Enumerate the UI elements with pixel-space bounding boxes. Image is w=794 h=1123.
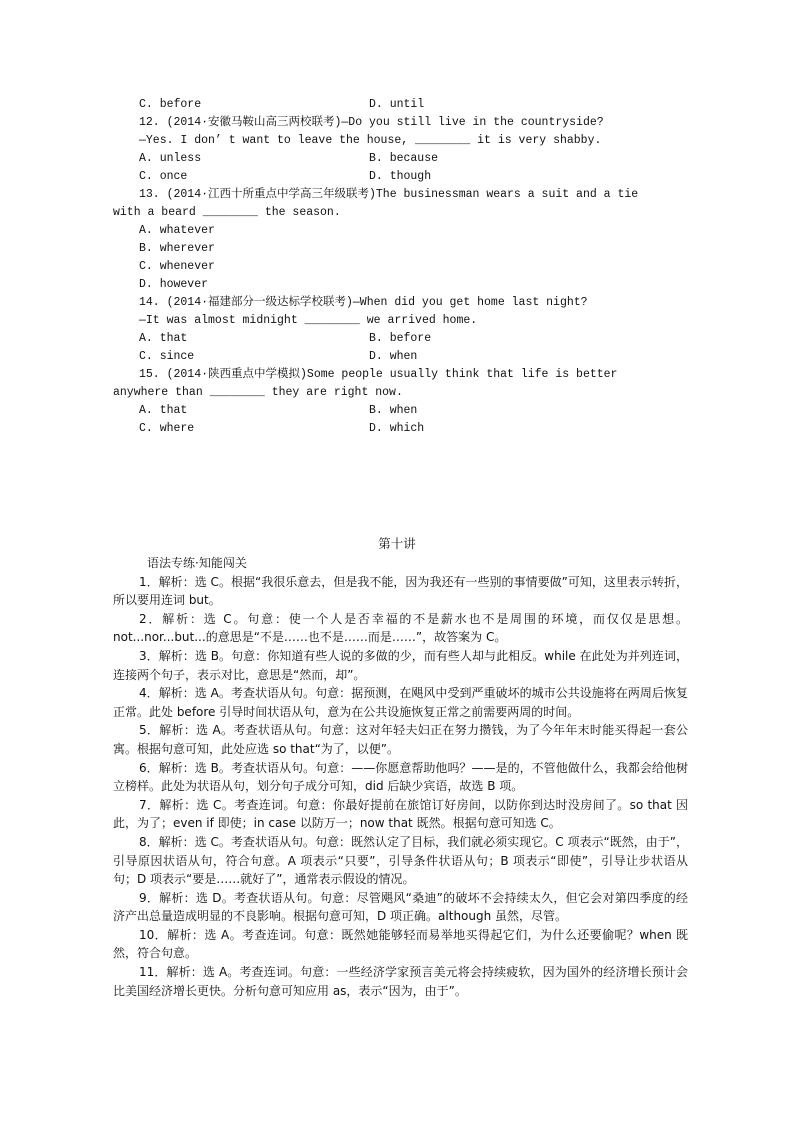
answer-item: 5．解析：选 A。考查状语从句。句意：这对年轻夫妇正在努力攒钱，为了今年年末时能买得起一套公寓。根据句意可知，此处应选 so that“为了，以便”。	[113, 723, 688, 756]
option-c: C. before	[139, 98, 202, 111]
answer-item: 10．解析：选 A。考查连词。句意：既然她能够轻而易举地买得起它们，为什么还要偷呢？when 既然，符合句意。	[113, 927, 688, 961]
section-heading: 语法专练·知能闯关	[147, 556, 247, 570]
answer-section	[113, 554, 688, 1000]
option-d: D. though	[369, 170, 432, 183]
answer-item: 2．解析：选 C。句意：使一个人是否幸福的不是薪水也不是周围的环境，而仅仅是思想。not...nor...but...的意思是“不是……也不是……而是……”，故答案为 C。	[113, 611, 688, 645]
options-row	[113, 150, 688, 168]
options-row	[113, 348, 688, 366]
question-12-stem: 12. (2014·安徽马鞍山高三两校联考)—Do you still live in the countryside?	[139, 116, 604, 129]
answer-item: 8．解析：选 C。考查状语从句。句意：既然认定了目标，我们就必须实现它。C 项表示“既然，由于”，引导原因状语从句，符合句意。A 项表示“只要”，引导条件状语从句；B 项表示“即使”，引导让步状语从句；D 项表示“要是……就好了”，通常表示假设的情况。	[113, 834, 688, 887]
lecture-title: 第十讲	[378, 536, 416, 551]
answer-item: 7．解析：选 C。考查连词。句意：你最好提前在旅馆订好房间，以防你到达时没房间了。so that 因此，为了；even if 即使；in case 以防万一；now that 既然。根据句意可知选 C。	[113, 797, 688, 831]
option-d: D. until	[369, 98, 425, 111]
question-block	[113, 96, 688, 438]
options-row	[113, 330, 688, 348]
question-15-stem: 15. (2014·陕西重点中学模拟)Some people usually think that life is better	[139, 368, 618, 381]
question-14-stem: 14. (2014·福建部分一级达标学校联考)—When did you get home last night?	[139, 296, 588, 309]
options-row	[113, 168, 688, 186]
option-b: B. before	[369, 332, 432, 345]
options-row	[113, 402, 688, 420]
question-15-line2: anywhere than ________ they are right now.	[113, 386, 403, 399]
options-row	[113, 96, 688, 114]
answer-item: 11．解析：选 A。考查连词。句意：一些经济学家预言美元将会持续疲软，因为国外的经济增长预计会比美国经济增长更快。分析句意可知应用 as，表示“因为，由于”。	[113, 965, 688, 998]
option-b: B. when	[369, 404, 418, 417]
option-a: A. unless	[139, 152, 202, 165]
answer-item: 3．解析：选 B。句意：你知道有些人说的多做的少，而有些人却与此相反。while 在此处为并列连词，连接两个句子，表示对比，意思是“然而，却”。	[113, 648, 688, 682]
answer-item: 9．解析：选 D。考查状语从句。句意：尽管飓风“桑迪”的破坏不会持续太久，但它会对第四季度的经济产出总量造成明显的不良影响。根据句意可知，D 项正确。although 虽然，尽管。	[113, 890, 688, 924]
option-a: A. that	[139, 332, 188, 345]
answer-item: 1．解析：选 C。根据“我很乐意去，但是我不能，因为我还有一些别的事情要做”可知，这里表示转折，所以要用连词 but。	[113, 574, 688, 608]
options-row	[113, 420, 688, 438]
option-d: D. however	[139, 278, 209, 291]
option-b: B. because	[369, 152, 439, 165]
option-c: C. whenever	[139, 260, 215, 273]
question-13-stem: 13. (2014·江西十所重点中学高三年级联考)The businessman wears a suit and a tie	[139, 188, 639, 201]
option-c: C. once	[139, 170, 188, 183]
option-c: C. where	[139, 422, 195, 435]
answer-item: 4．解析：选 A。考查状语从句。句意：据预测，在飓风中受到严重破坏的城市公共设施将在两周后恢复正常。此处 before 引导时间状语从句，意为在公共设施恢复正常之前需要两周的时间。	[113, 686, 688, 719]
option-b: B. wherever	[139, 242, 215, 255]
option-c: C. since	[139, 350, 195, 363]
option-a: A. whatever	[139, 224, 215, 237]
option-d: D. when	[369, 350, 418, 363]
answer-item: 6．解析：选 B。考查状语从句。句意：——你愿意帮助他吗？——是的，不管他做什么，我都会给他树立榜样。此处为状语从句，划分句子成分可知，did 后缺少宾语，故选 B 项。	[113, 760, 688, 794]
question-12-line2: —Yes. I don’ t want to leave the house, ________ it is very shabby.	[139, 134, 602, 147]
option-d: D. which	[369, 422, 425, 435]
question-14-line2: —It was almost midnight ________ we arrived home.	[139, 314, 478, 327]
option-a: A. that	[139, 404, 188, 417]
question-13-line2: with a beard ________ the season.	[113, 206, 341, 219]
